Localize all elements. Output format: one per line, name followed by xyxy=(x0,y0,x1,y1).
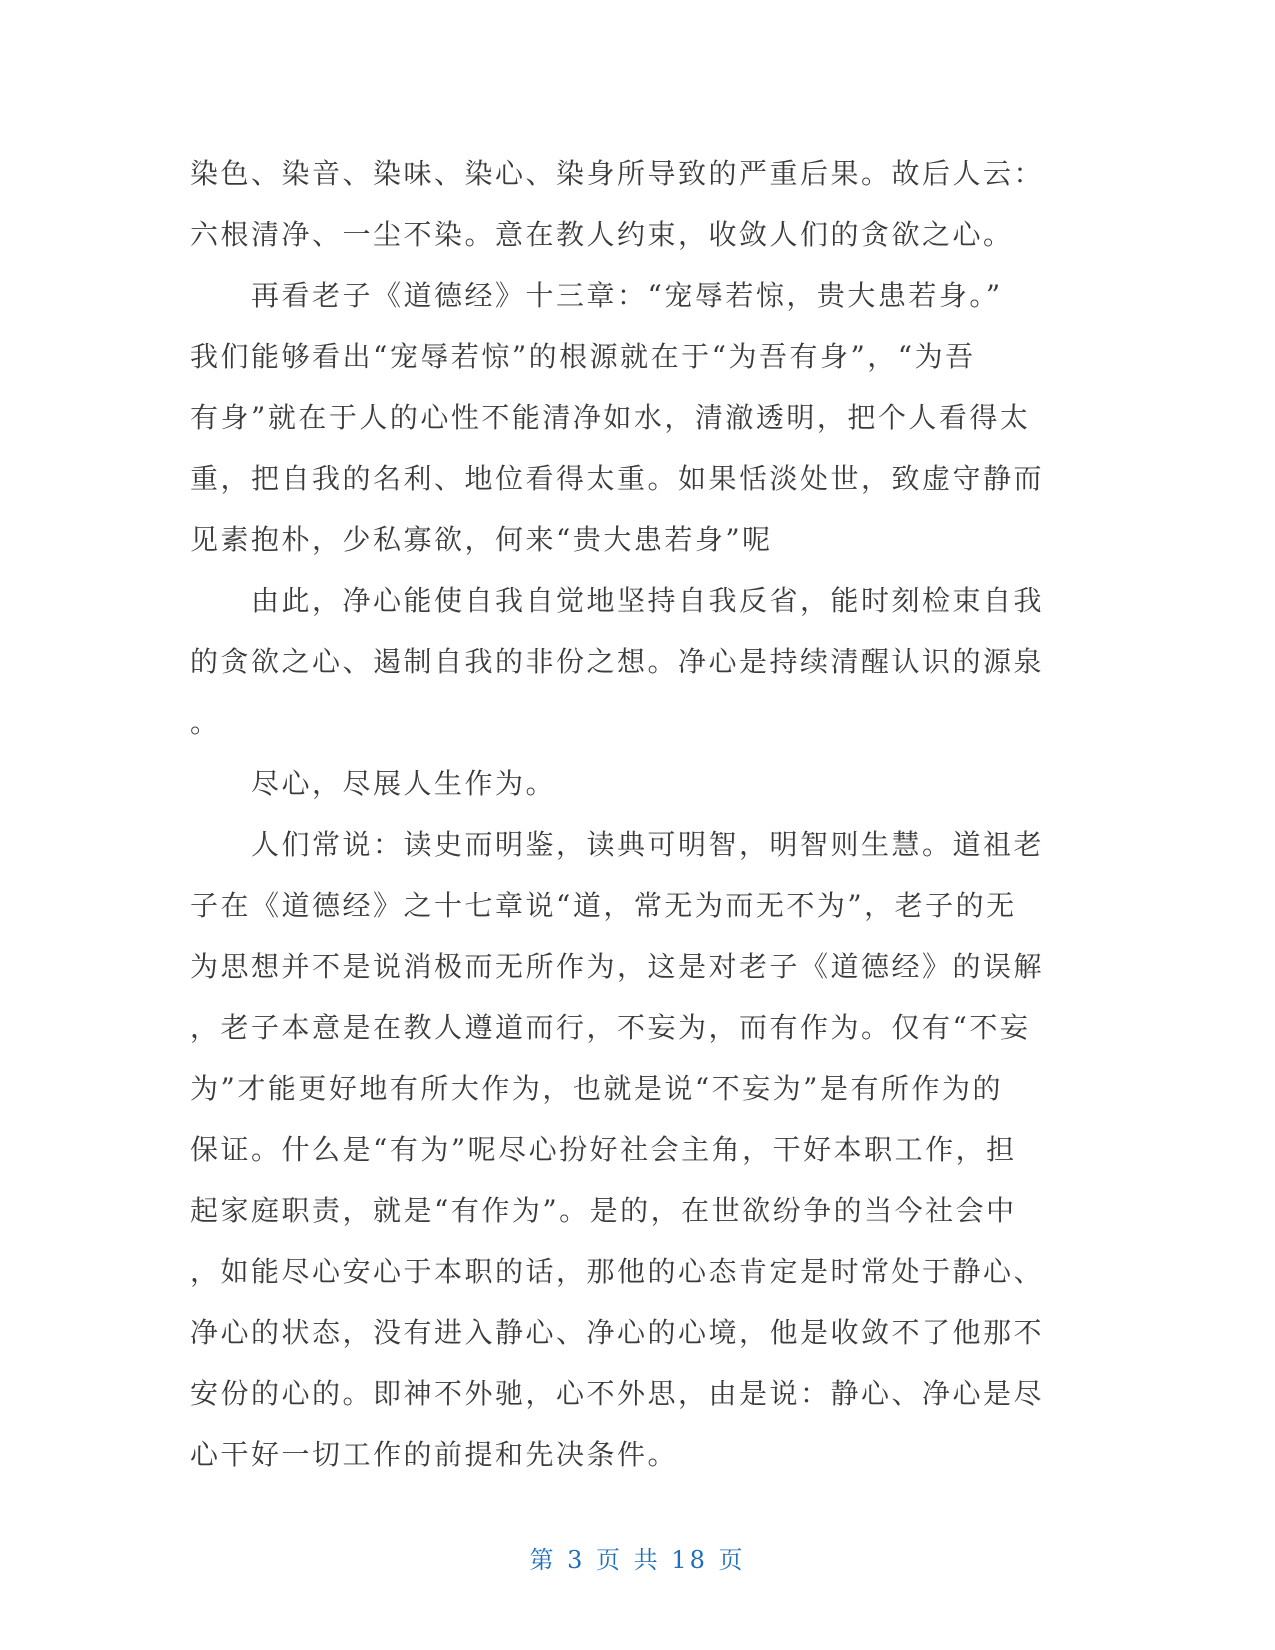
text-line-5: 有身”就在于人的心性不能清净如水，清澈透明，把个人看得太 xyxy=(190,401,1031,434)
page-number-footer: 第 3 页 共 18 页 xyxy=(529,1546,746,1574)
text-line-22: 心干好一切工作的前提和先决条件。 xyxy=(190,1438,679,1471)
text-line-8: 由此，净心能使自我自觉地坚持自我反省，能时刻检束自我 xyxy=(190,584,1045,617)
text-line-12: 人们常说：读史而明鉴，读典可明智，明智则生慧。道祖老 xyxy=(190,828,1045,861)
text-line-10: 。 xyxy=(190,706,221,739)
text-line-3: 再看老子《道德经》十三章：“宠辱若惊，贵大患若身。” xyxy=(190,279,1003,312)
text-line-13: 子在《道德经》之十七章说“道，常无为而无不为”，老子的无 xyxy=(190,889,1017,922)
text-line-19: ，如能尽心安心于本职的话，那他的心态肯定是时常处于静心、 xyxy=(190,1255,1045,1288)
body-text xyxy=(190,143,1060,1485)
text-line-6: 重，把自我的名利、地位看得太重。如果恬淡处世，致虚守静而 xyxy=(190,462,1045,495)
text-line-2: 六根清净、一尘不染。意在教人约束，收敛人们的贪欲之心。 xyxy=(190,218,1014,251)
text-line-14: 为思想并不是说消极而无所作为，这是对老子《道德经》的误解 xyxy=(190,950,1045,983)
text-line-1: 染色、染音、染味、染心、染身所导致的严重后果。故后人云： xyxy=(190,157,1045,190)
text-line-9: 的贪欲之心、遏制自我的非份之想。净心是持续清醒认识的源泉 xyxy=(190,645,1045,678)
text-line-20: 净心的状态，没有进入静心、净心的心境，他是收敛不了他那不 xyxy=(190,1316,1045,1349)
text-line-7: 见素抱朴，少私寡欲，何来“贵大患若身”呢 xyxy=(190,523,773,556)
text-line-18: 起家庭职责，就是“有作为”。是的，在世欲纷争的当今社会中 xyxy=(190,1194,1017,1227)
text-line-16: 为”才能更好地有所大作为，也就是说“不妄为”是有所作为的 xyxy=(190,1072,1003,1105)
text-line-15: ，老子本意是在教人遵道而行，不妄为，而有作为。仅有“不妄 xyxy=(190,1011,1031,1044)
text-line-4: 我们能够看出“宠辱若惊”的根源就在于“为吾有身”，“为吾 xyxy=(190,340,976,373)
text-line-17: 保证。什么是“有为”呢尽心扮好社会主角，干好本职工作，担 xyxy=(190,1133,1017,1166)
text-line-21: 安份的心的。即神不外驰，心不外思，由是说：静心、净心是尽 xyxy=(190,1377,1045,1410)
text-line-11: 尽心，尽展人生作为。 xyxy=(190,767,557,800)
